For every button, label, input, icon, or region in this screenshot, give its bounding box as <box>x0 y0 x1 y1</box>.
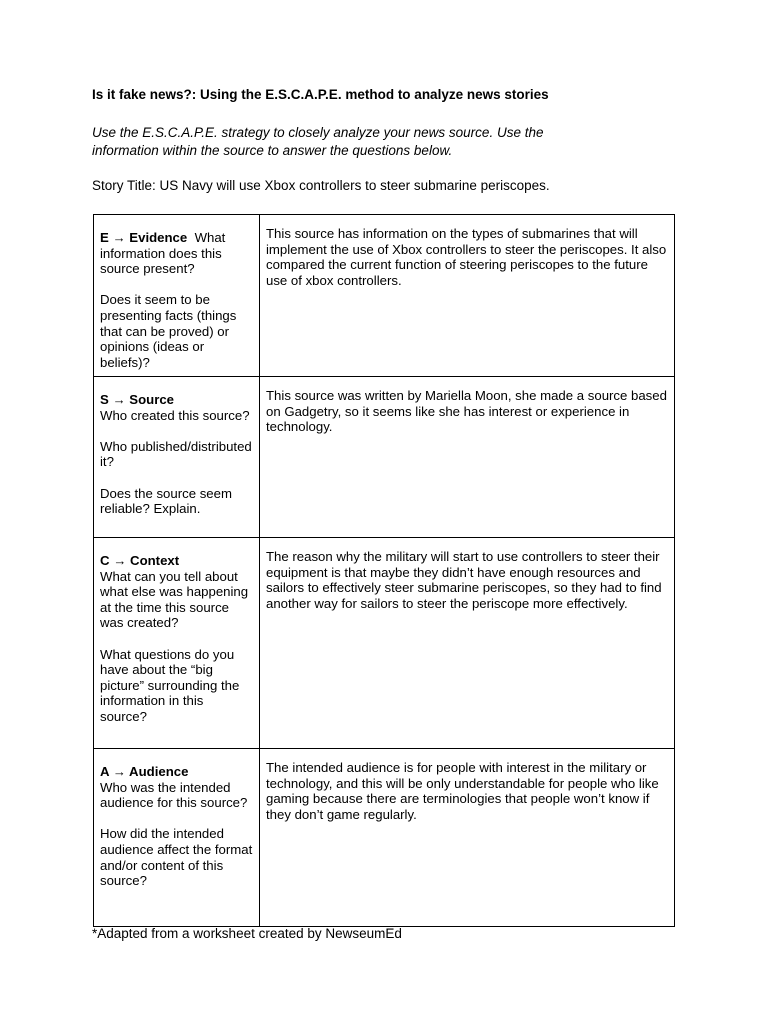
table-row-context <box>94 538 675 749</box>
question-text: Who published/distributed it? <box>100 438 252 470</box>
question-text: Who created this source? <box>100 407 250 423</box>
row-heading-context: C → Context <box>100 553 180 568</box>
question-text: What can you tell about what else was happening at the time this source was created? <box>100 568 249 631</box>
answer-cell-evidence[interactable] <box>260 215 675 377</box>
answer-cell-context[interactable] <box>260 538 675 749</box>
table-row-audience <box>94 749 675 927</box>
table-row-evidence <box>94 215 675 377</box>
question-text: How did the intended audience affect the format and/or content of this source? <box>100 826 253 889</box>
instructions: Use the E.S.C.A.P.E. strategy to closely analyze your news source. Use the information within the source to answer the questions below. <box>92 125 544 158</box>
answer-text-context: The reason why the military will start to use controllers to steer their equipment is that maybe they didn’t have enough resources and sailors to effectively steer submarine periscopes, so they had to find another way for sailors to steer the periscope more effectively. <box>266 549 662 611</box>
question-text: Who was the intended audience for this source? <box>100 779 248 811</box>
answer-cell-source[interactable] <box>260 377 675 538</box>
row-heading-audience: A → Audience <box>100 764 189 779</box>
footnote: *Adapted from a worksheet created by NewseumEd <box>92 926 402 941</box>
worksheet-title: Is it fake news?: Using the E.S.C.A.P.E. method to analyze news stories <box>92 87 549 102</box>
prompt-cell-evidence <box>94 215 260 377</box>
answer-text-source: This source was written by Mariella Moon, she made a source based on Gadgetry, so it seems like she has interest or experience in technology. <box>266 388 667 435</box>
prompt-cell-context <box>94 538 260 749</box>
prompt-cell-audience <box>94 749 260 927</box>
question-text: What questions do you have about the “big picture” surrounding the information in this source? <box>100 646 240 724</box>
answer-cell-audience[interactable] <box>260 749 675 927</box>
answer-text-audience: The intended audience is for people with interest in the military or technology, and this will be only understandable for people who like gaming because there are terminologies that people won’t know if they don’t game regularly. <box>266 760 659 822</box>
question-text: Does the source seem reliable? Explain. <box>100 485 232 517</box>
prompt-cell-source <box>94 377 260 538</box>
story-title: Story Title: US Navy will use Xbox controllers to steer submarine periscopes. <box>92 178 550 193</box>
escape-table <box>93 214 675 927</box>
question-text: What information does this source present? <box>100 230 226 277</box>
table-row-source <box>94 377 675 538</box>
row-heading-evidence: E → Evidence <box>100 230 188 245</box>
question-text: Does it seem to be presenting facts (things that can be proved) or opinions (ideas or beliefs)? <box>100 292 237 370</box>
row-heading-source: S → Source <box>100 392 175 407</box>
answer-text-evidence: This source has information on the types of submarines that will implement the use of Xbox controllers to steer the periscopes. It also compared the current function of steering periscopes to the future use of xbox controllers. <box>266 226 667 288</box>
